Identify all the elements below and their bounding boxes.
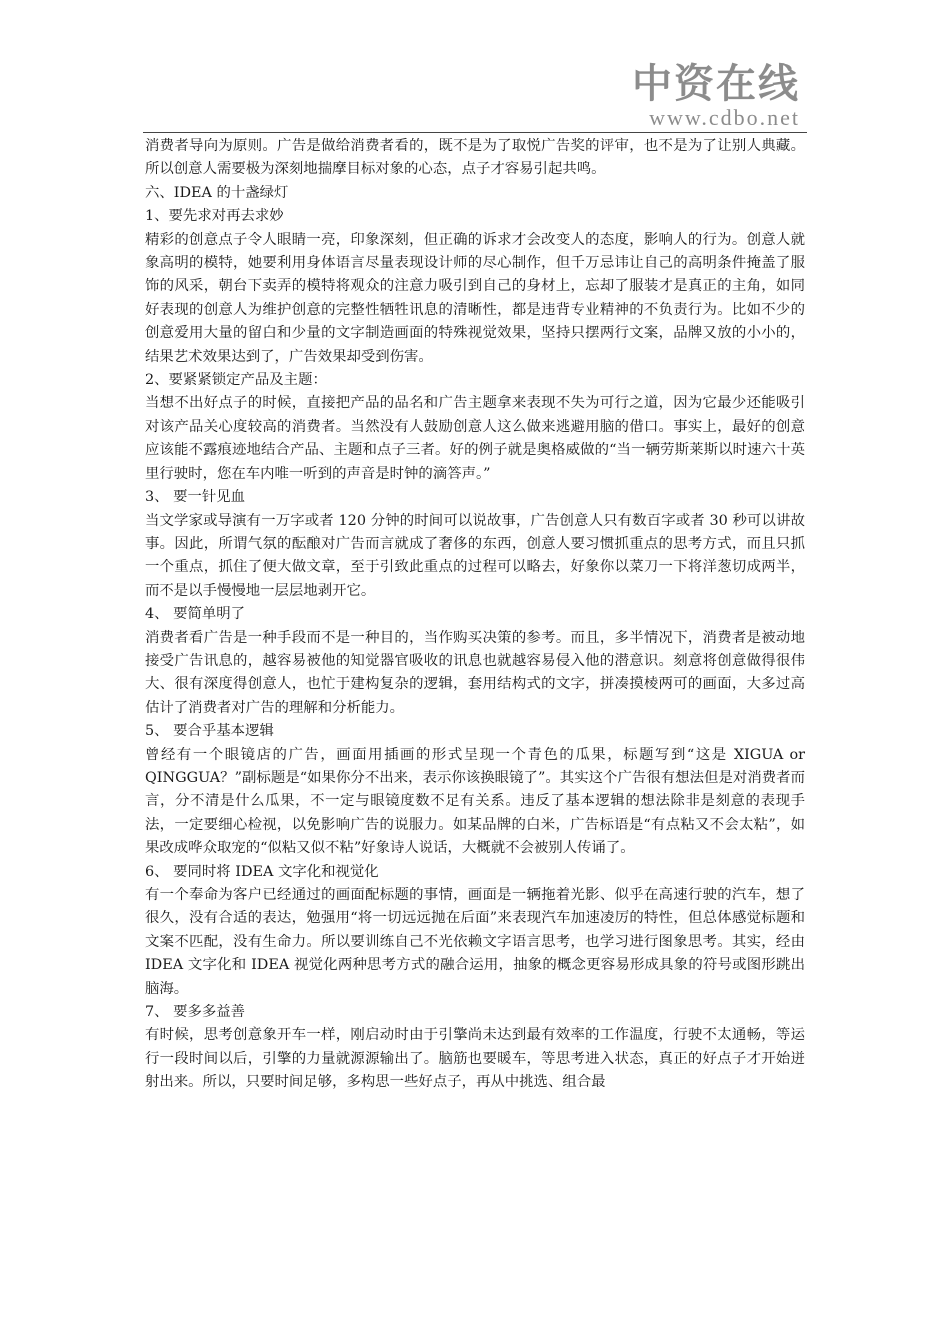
item-heading: 2、要紧紧锁定产品及主题： [145,372,327,389]
paragraph: 曾经有一个眼镜店的广告，画面用插画的形式呈现一个青色的瓜果，标题写到“这是 XIGUA or QINGGUA？”副标题是“如果你分不出来，表示你该换眼镜了”。其实这个广告很有想法但是对消费者而言，分不清是什么瓜果，不一定与眼镜度数不足有关系。违反了基本逻辑的想法除非是刻意的表现手法，一定要细心检视，以免影响广告的说服力。如某品牌的白米，广告标语是“有点粘又不会太粘”，如果改成哗众取宠的“似粘又似不粘”好象诗人说话，大概就不会被别人传诵了。 [145,746,805,857]
item-heading: 4、 要简单明了 [145,606,246,623]
paragraph: 有一个奉命为客户已经通过的画面配标题的事情，画面是一辆拖着光影、似乎在高速行驶的汽车，想了很久，没有合适的表达，勉强用“将一切远远抛在后面”来表现汽车加速凌厉的特性，但总体感觉标题和文案不匹配，没有生命力。所以要训练自己不光依赖文字语言思考，也学习进行图象思考。其实，经由 IDEA 文字化和 IDEA 视觉化两种思考方式的融合运用，抽象的概念更容易形成具象的符号或图形跳出脑海。 [145,887,805,997]
item-heading: 1、要先求对再去求妙 [145,208,284,225]
paragraph: 当文学家或导演有一万字或者 120 分钟的时间可以说故事，广告创意人只有数百字或者 30 秒可以讲故事。因此，所谓气氛的酝酿对广告而言就成了奢侈的东西，创意人要习惯抓重点的思考方式，而且只抓一个重点，抓住了便大做文章，至于引致此重点的过程可以略去，好象你以菜刀一下将洋葱切成两半，而不是以手慢慢地一层层地剥开它。 [145,512,805,599]
paragraph: 有时候，思考创意象开车一样，刚启动时由于引擎尚未达到最有效率的工作温度，行驶不太通畅，等运行一段时间以后，引擎的力量就源源输出了。脑筋也要暖车，等思考进入状态，真正的好点子才开始迸射出来。所以，只要时间足够，多构思一些好点子，再从中挑选、组合最 [145,1027,805,1091]
paragraph: 当想不出好点子的时候，直接把产品的品名和广告主题拿来表现不失为可行之道，因为它最少还能吸引对该产品关心度较高的消费者。当然没有人鼓励创意人这么做来逃避用脑的借口。事实上，最好的创意应该能不露痕迹地结合产品、主题和点子三者。好的例子就是奥格威做的“当一辆劳斯莱斯以时速六十英里行驶时，您在车内唯一听到的声音是时钟的滴答声。” [145,395,805,482]
item-heading: 3、 要一针见血 [145,489,246,506]
item-heading: 6、 要同时将 IDEA 文字化和视觉化 [145,863,379,880]
paragraph: 精彩的创意点子令人眼睛一亮，印象深刻，但正确的诉求才会改变人的态度，影响人的行为。创意人就象高明的模特，她要利用身体语言尽量表现设计师的尽心制作，但千万忌讳让自己的高明条件掩盖了服饰的风采，朝台下卖弄的模特将观众的注意力吸引到自己的身材上，忘却了服装才是真正的主角，如同好表现的创意人为维护创意的完整性牺牲讯息的清晰性，都是违背专业精神的不负责行为。比如不少的创意爱用大量的留白和少量的文字制造画面的特殊视觉效果，坚持只摆两行文案，品牌又放的小小的，结果艺术效果达到了，广告效果却受到伤害。 [145,231,805,365]
paragraph: 消费者导向为原则。广告是做给消费者看的，既不是为了取悦广告奖的评审，也不是为了让别人典藏。所以创意人需要极为深刻地揣摩目标对象的心态，点子才容易引起共鸣。 [145,138,805,178]
site-logo [632,62,800,130]
item-heading: 7、 要多多益善 [145,1004,246,1021]
logo-url: www.cdbo.net [649,105,800,130]
paragraph: 消费者看广告是一种手段而不是一种目的，当作购买决策的参考。而且，多半情况下，消费者是被动地接受广告讯息的，越容易被他的知觉器官吸收的讯息也就越容易侵入他的潜意识。刻意将创意做得很伟大、很有深度得创意人，也忙于建构复杂的逻辑，套用结构式的文字，拼凑摸棱两可的画面，大多过高估计了消费者对广告的理解和分析能力。 [145,629,805,716]
section-heading: 六、IDEA 的十盏绿灯 [145,184,289,201]
logo-title: 中资在线 [632,61,800,107]
item-heading: 5、 要合乎基本逻辑 [145,723,274,740]
header-divider [143,132,807,133]
document-body [145,135,805,1095]
